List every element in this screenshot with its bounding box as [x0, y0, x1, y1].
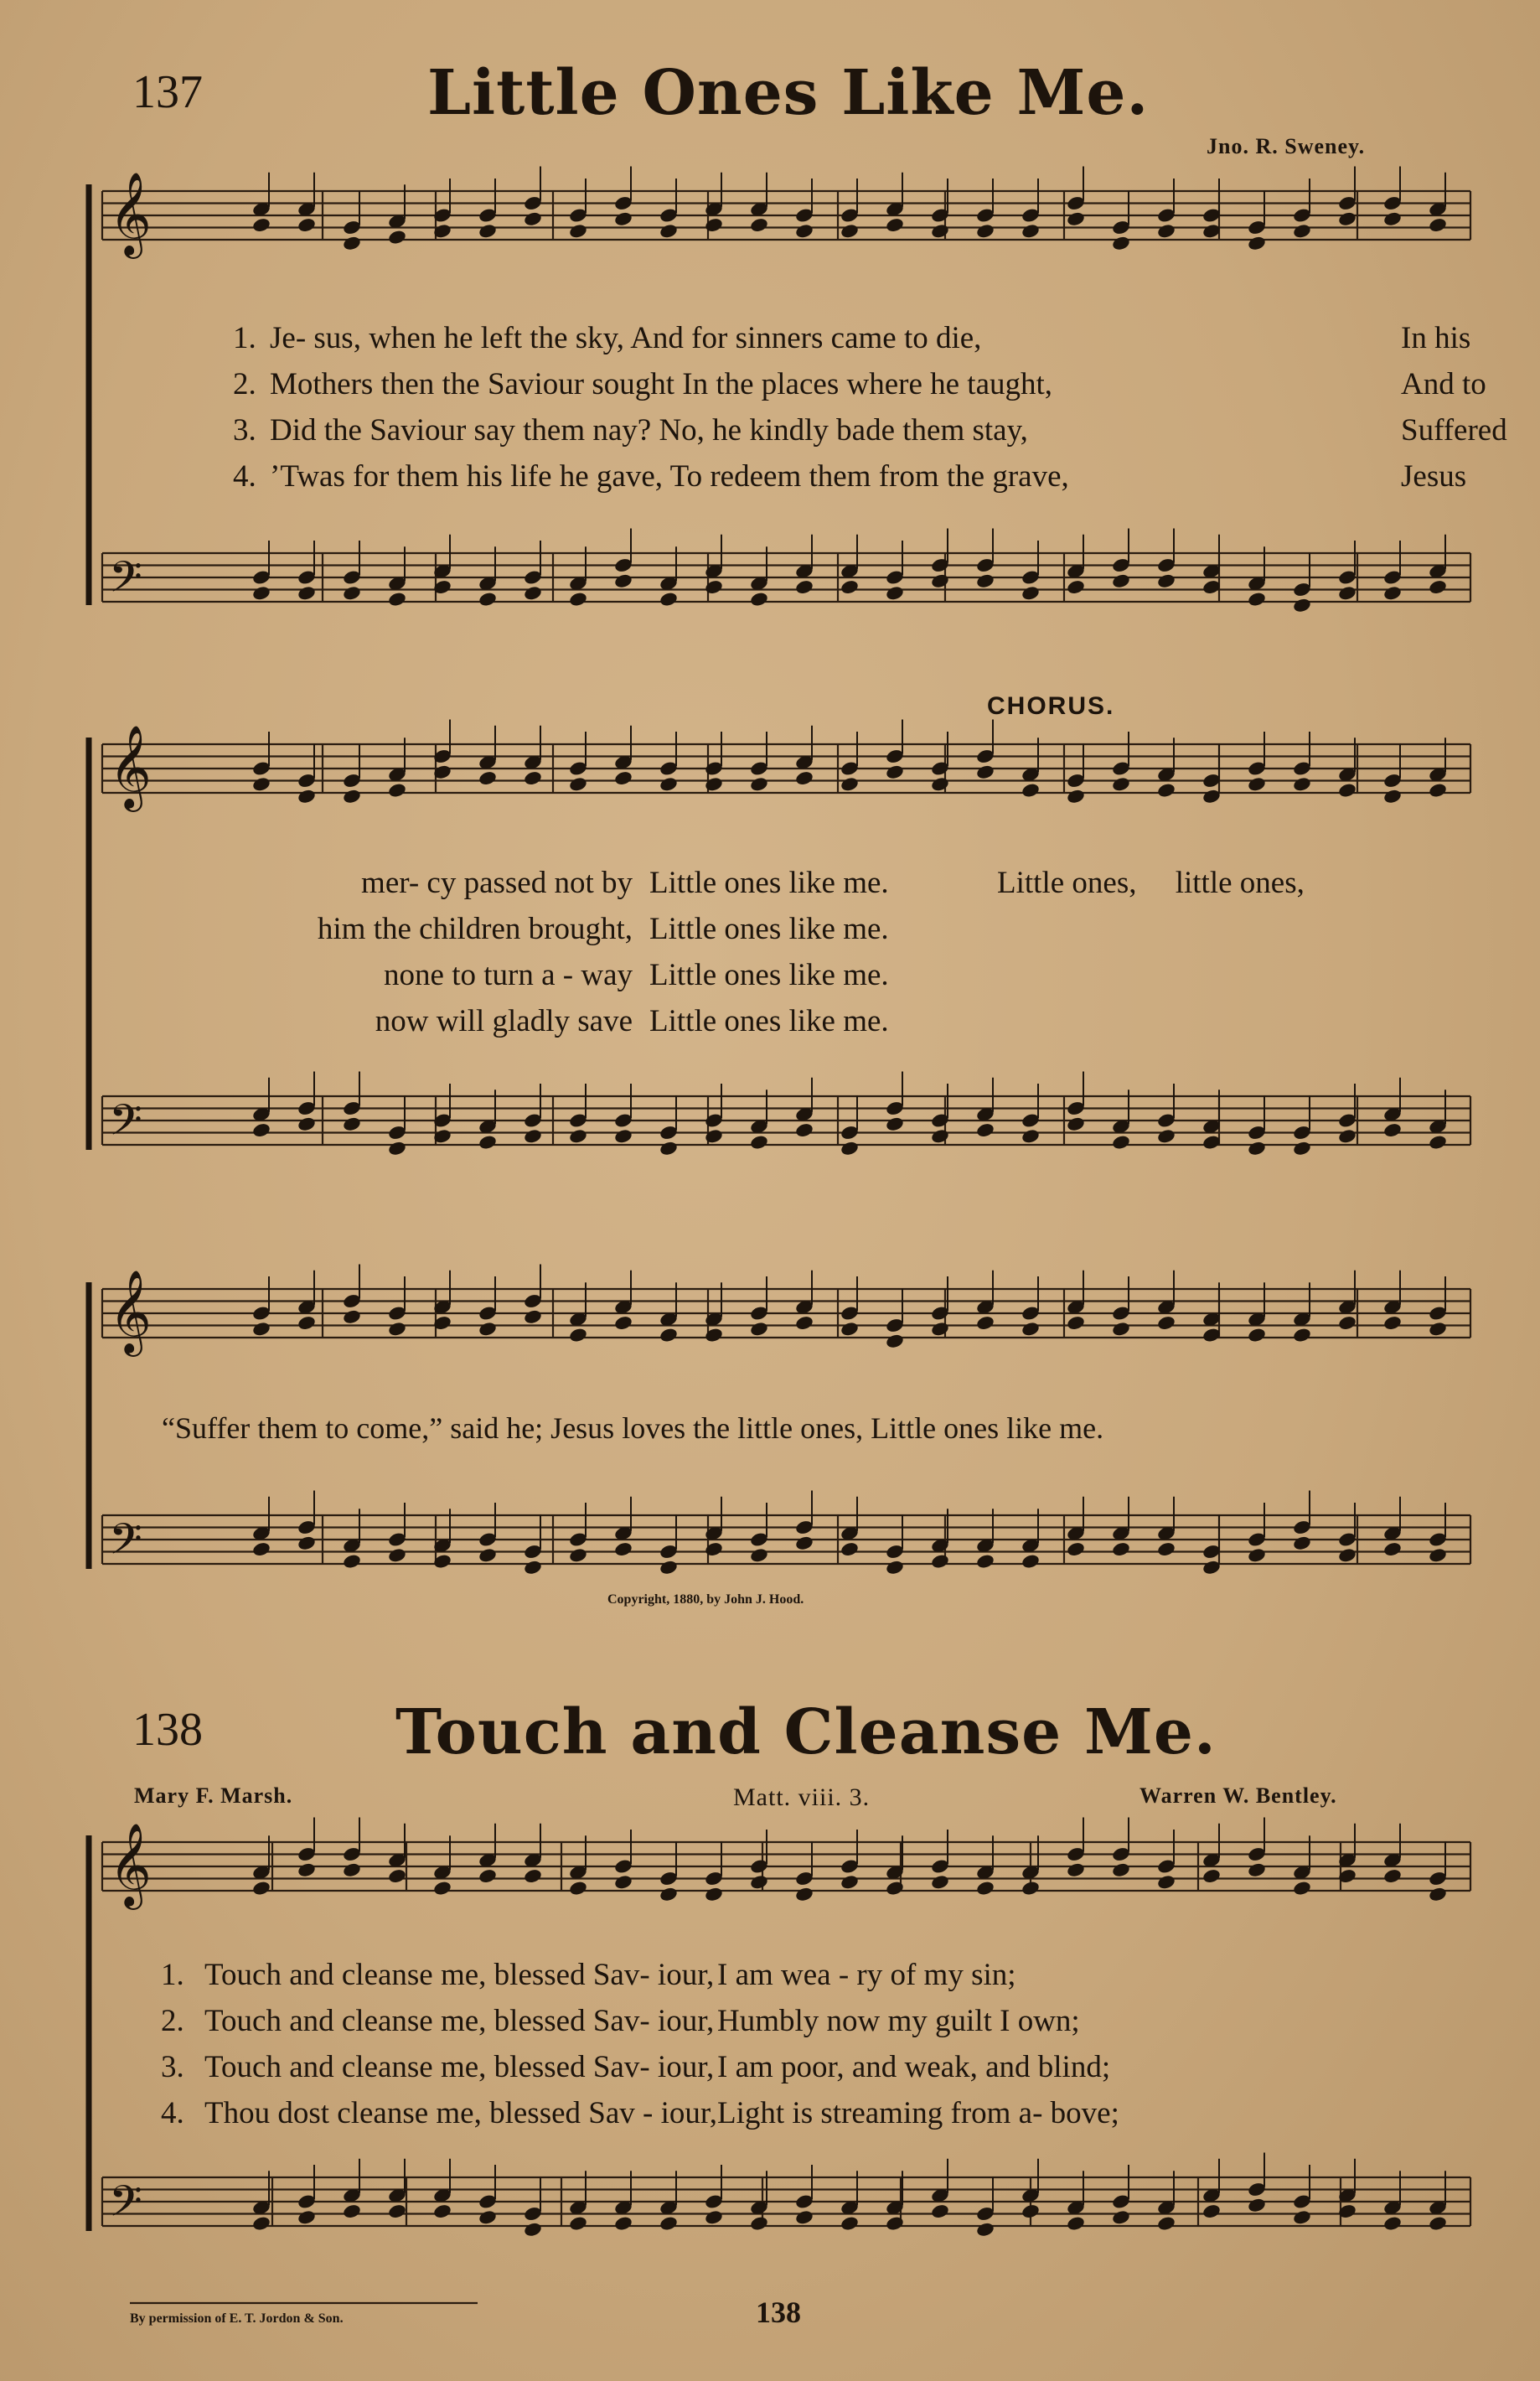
verse-line: mer- cy passed not by Little ones like me. Little ones, little ones, — [189, 865, 1305, 911]
svg-text:𝄞: 𝄞 — [109, 725, 152, 809]
hymn-138-composer: Warren W. Bentley. — [1139, 1783, 1337, 1808]
verse-line: 4. ’Twas for them his life he gave, To redeem them from the grave, Jesus — [233, 459, 1467, 494]
hymn-137-title: Little Ones Like Me. — [427, 57, 1150, 129]
svg-text:𝄢: 𝄢 — [109, 1095, 142, 1156]
chorus-little-ones: Little ones, little ones, — [997, 866, 1305, 900]
hymn-137-verses-part2 — [189, 865, 1305, 1049]
hymn-138-author: Mary F. Marsh. — [134, 1783, 293, 1808]
hymn-138-title: Touch and Cleanse Me. — [395, 1696, 1217, 1768]
page-number: 138 — [756, 2296, 801, 2329]
svg-text:𝄞: 𝄞 — [109, 172, 152, 256]
hymn-138-verses — [161, 1957, 1119, 2141]
svg-text:𝄢: 𝄢 — [109, 1514, 142, 1575]
hymn-137-number: 137 — [132, 66, 203, 118]
verse-line: 3. Did the Saviour say them nay? No, he kindly bade them stay, Suffered — [233, 413, 1507, 448]
chorus-line: “Suffer them to come,” said he; Jesus loves the little ones, Little ones like me. — [162, 1411, 1104, 1445]
verse-line: now will gladly save Little ones like me. — [375, 1004, 889, 1038]
svg-text:𝄢: 𝄢 — [109, 551, 142, 613]
svg-text:𝄞: 𝄞 — [109, 1270, 152, 1354]
svg-text:𝄢: 𝄢 — [109, 2176, 142, 2237]
verse-line: 4. Thou dost cleanse me, blessed Sav - iour, Light is streaming from a- bove; — [161, 2096, 1119, 2130]
permission-notice: By permission of E. T. Jordon & Son. — [130, 2311, 344, 2326]
copyright-notice: Copyright, 1880, by John J. Hood. — [607, 1592, 804, 1607]
hymn-138-scripture: Matt. viii. 3. — [733, 1783, 871, 1811]
verse-line: 1. Touch and cleanse me, blessed Sav- iour, I am wea - ry of my sin; — [161, 1958, 1016, 1992]
verse-line: 1. Je- sus, when he left the sky, And for sinners came to die, In his — [233, 321, 1471, 355]
verse-line: 2. Touch and cleanse me, blessed Sav- iour, Humbly now my guilt I own; — [161, 2004, 1080, 2038]
hymn-137-verses-part1 — [233, 320, 1507, 505]
chorus-label: CHORUS. — [987, 692, 1115, 720]
hymn-138-number: 138 — [132, 1704, 203, 1756]
svg-text:𝄞: 𝄞 — [109, 1823, 152, 1907]
verse-line: 2. Mothers then the Saviour sought In the places where he taught, And to — [233, 367, 1486, 401]
verse-line: none to turn a - way Little ones like me. — [384, 958, 889, 992]
hymn-137-composer: Jno. R. Sweney. — [1207, 134, 1366, 158]
verse-line: 3. Touch and cleanse me, blessed Sav- iour, I am poor, and weak, and blind; — [161, 2050, 1111, 2084]
verse-line: him the children brought, Little ones like me. — [317, 912, 889, 946]
